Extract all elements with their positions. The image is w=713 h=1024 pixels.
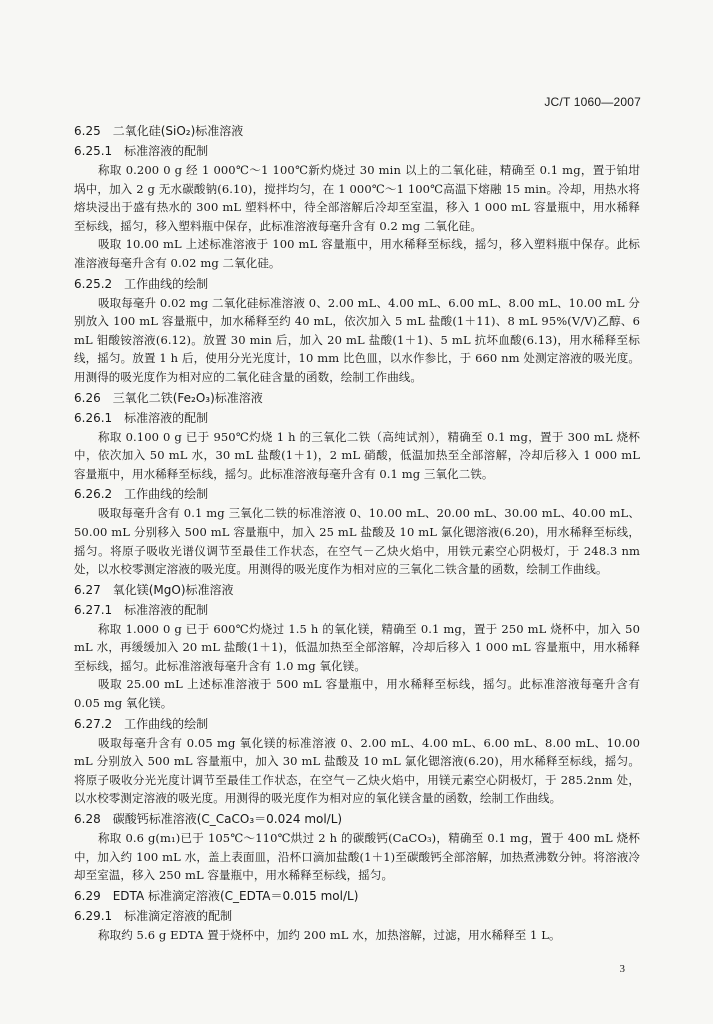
paragraph-magnesia-dilution: 吸取 25.00 mL 上述标准溶液于 500 mL 容量瓶中，用水稀释至标线，摇匀。此标准溶液每毫升含有 0.05 mg 氧化镁。 <box>74 677 640 711</box>
section-heading-6-28: 6.28 碳酸钙标准溶液(C_CaCO₃＝0.024 mol/L) <box>74 812 343 827</box>
subsection-heading-6-25-2: 6.25.2 工作曲线的绘制 <box>74 276 209 291</box>
page-number: 3 <box>619 963 625 975</box>
subsection-heading-6-26-2: 6.26.2 工作曲线的绘制 <box>74 487 209 502</box>
section-heading-6-27: 6.27 氧化镁(MgO)标准溶液 <box>74 582 234 597</box>
paragraph-silica-preparation: 称取 0.200 0 g 经 1 000℃～1 100℃新灼烧过 30 min 以上的二氧化硅，精确至 0.1 mg，置于铂坩埚中，加入 2 g 无水碳酸钠(6.10)，搅拌均匀，在 1 000℃～1 100℃高温下熔融 15 min。冷却，用热水将熔块浸出于盛有热水的 300 mL 塑料杯中，待全部溶解后冷却至室温，移入 1 000 mL 容量瓶中，用水稀释至标线，摇匀，移入塑料瓶中保存，此标准溶液每毫升含有 0.2 mg 二氧化硅。 <box>74 163 640 233</box>
subsection-heading-6-27-1: 6.27.1 标准溶液的配制 <box>74 602 209 617</box>
section-heading-6-25: 6.25 二氧化硅(SiO₂)标准溶液 <box>74 124 244 138</box>
paragraph-calcium-carbonate: 称取 0.6 g(m₁)已于 105℃～110℃烘过 2 h 的碳酸钙(CaCO₃)，精确至 0.1 mg，置于 400 mL 烧杯中，加入约 100 mL 水，盖上表面皿，沿杯口滴加盐酸(1＋1)至碳酸钙全部溶解，加热煮沸数分钟。将溶液冷却至室温，移入 250 mL 容量瓶中，用水稀释至标线，摇匀。 <box>74 831 640 883</box>
standard-number: JC/T 1060—2007 <box>544 95 641 109</box>
document-body <box>74 120 640 944</box>
paragraph-iron-curve: 吸取每毫升含有 0.1 mg 三氧化二铁的标准溶液 0、10.00 mL、20.00 mL、30.00 mL、40.00 mL、50.00 mL 分别移入 500 mL 容量瓶中，加入 25 mL 盐酸及 10 mL 氯化锶溶液(6.20)，用水稀释至标线，摇匀。将原子吸收光谱仪调节至最佳工作状态，在空气－乙炔火焰中，用铁元素空心阴极灯，于 248.3 nm 处，以水校零测定溶液的吸光度。用测得的吸光度作为相对应的三氧化二铁含量的函数，绘制工作曲线。 <box>74 506 640 577</box>
section-heading-6-26: 6.26 三氧化二铁(Fe₂O₃)标准溶液 <box>74 390 263 405</box>
paragraph-magnesia-curve: 吸取每毫升含有 0.05 mg 氧化镁的标准溶液 0、2.00 mL、4.00 mL、6.00 mL、8.00 mL、10.00 mL 分别放入 500 mL 容量瓶中，加入 30 mL 盐酸及 10 mL 氯化锶溶液(6.20)，用水稀释至标线，摇匀。将原子吸收分光光度计调节至最佳工作状态，在空气－乙炔火焰中，用镁元素空心阴极灯，于 285.2nm 处，以水校零测定溶液的吸光度。用测得的吸光度作为相对应的氧化镁含量的函数，绘制工作曲线。 <box>74 735 640 806</box>
subsection-heading-6-27-2: 6.27.2 工作曲线的绘制 <box>74 716 209 731</box>
paragraph-silica-dilution: 吸取 10.00 mL 上述标准溶液于 100 mL 容量瓶中，用水稀释至标线，摇匀，移入塑料瓶中保存。此标准溶液每毫升含有 0.02 mg 二氧化硅。 <box>74 237 640 270</box>
subsection-heading-6-25-1: 6.25.1 标准溶液的配制 <box>74 144 209 158</box>
paragraph-edta-preparation: 称取约 5.6 g EDTA 置于烧杯中，加约 200 mL 水，加热溶解，过滤，用水稀释至 1 L。 <box>98 927 561 942</box>
paragraph-iron-preparation: 称取 0.100 0 g 已于 950℃灼烧 1 h 的三氧化二铁（高纯试剂），精确至 0.1 mg，置于 300 mL 烧杯中，依次加入 50 mL 水，30 mL 盐酸(1＋1)，2 mL 硝酸，低温加热至全部溶解，冷却后移入 1 000 mL 容量瓶中，用水稀释至标线，摇匀。此标准溶液每毫升含有 0.1 mg 三氧化二铁。 <box>74 429 640 481</box>
paragraph-silica-curve: 吸取每毫升 0.02 mg 二氧化硅标准溶液 0、2.00 mL、4.00 mL、6.00 mL、8.00 mL、10.00 mL 分别放入 100 mL 容量瓶中，加水稀释至约 40 mL，依次加入 5 mL 盐酸(1＋11)、8 mL 95%(V/V)乙醇、6 mL 钼酸铵溶液(6.12)。放置 30 min 后，加入 20 mL 盐酸(1＋1)、5 mL 抗坏血酸(6.13)，用水稀释至标线，摇匀。放置 1 h 后，使用分光光度计，10 mm 比色皿，以水作参比，于 660 nm 处测定溶液的吸光度。用测得的吸光度作为相对应的二氧化硅含量的函数，绘制工作曲线。 <box>74 295 640 384</box>
subsection-heading-6-29-1: 6.29.1 标准滴定溶液的配制 <box>74 908 233 923</box>
paragraph-magnesia-preparation: 称取 1.000 0 g 已于 600℃灼烧过 1.5 h 的氧化镁，精确至 0.1 mg，置于 250 mL 烧杯中，加入 50 mL 水，再缓缓加入 20 mL 盐酸(1＋1)，低温加热至全部溶解，冷却后移入 1 000 mL 容量瓶中，用水稀释至标线，摇匀。此标准溶液每毫升含有 1.0 mg 氧化镁。 <box>74 621 640 673</box>
section-heading-6-29: 6.29 EDTA 标准滴定溶液(C_EDTA＝0.015 mol/L) <box>74 888 359 903</box>
subsection-heading-6-26-1: 6.26.1 标准溶液的配制 <box>74 410 209 425</box>
